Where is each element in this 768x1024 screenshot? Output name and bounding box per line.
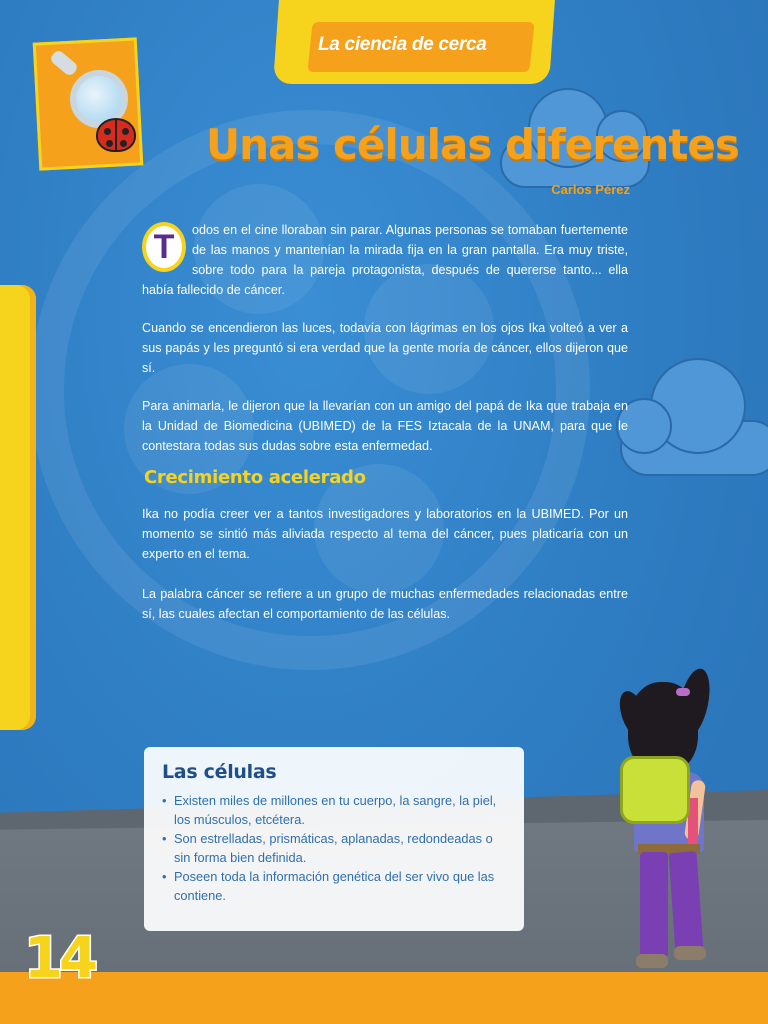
info-box [144, 747, 524, 931]
section-subheading: Crecimiento acelerado [144, 467, 366, 488]
info-box-title: Las células [162, 761, 277, 783]
section-label: La ciencia de cerca [318, 34, 487, 55]
paragraph-5: La palabra cáncer se refiere a un grupo de muchas enfermedades relacionadas entre sí, las cuales afectan el comportamiento de las células. [142, 587, 628, 621]
info-list [162, 791, 508, 905]
page-number: 14 [24, 926, 94, 991]
backpack-icon [620, 756, 690, 824]
article-title: Unas células diferentes [206, 120, 739, 169]
paragraph-1-text: odos en el cine lloraban sin parar. Algunas personas se tomaban fuertemente de las manos y mantenían la mirada fija en la gran pantalla. Era muy triste, sobre todo para la pareja protagonista, después de quererse tanto... ella había fallecido de cáncer. [142, 223, 628, 297]
left-decorative-bar [0, 285, 36, 730]
bottom-strip [0, 972, 768, 1024]
ladybug-icon [96, 118, 136, 152]
paragraph-2: Cuando se encendieron las luces, todavía con lágrimas en los ojos Ika volteó a ver a sus papás y les preguntó si era verdad que la gente moría de cáncer, ellos dijeron que sí. [142, 321, 628, 375]
list-item: • Existen miles de millones en tu cuerpo, la sangre, la piel, los músculos, etcétera. [162, 791, 508, 829]
article-author: Carlos Pérez [551, 182, 630, 197]
list-item: • Son estrelladas, prismáticas, aplanadas, redondeadas o sin forma bien definida. [162, 829, 508, 867]
list-item: • Poseen toda la información genética del ser vivo que las contiene. [162, 867, 508, 905]
paragraph-1 [142, 220, 628, 300]
paragraph-4: Ika no podía creer ver a tantos investigadores y laboratorios en la UBIMED. Por un momento se sintió más aliviada respecto al tema del cáncer, pues platicaría con un experto en el tema. [142, 507, 628, 561]
paragraph-3: Para animarla, le dijeron que la llevarían con un amigo del papá de Ika que trabaja en la Unidad de Biomedicina (UBIMED) de la FES Iztacala de la UNAM, para que le contestara todas sus dudas sobre esta enfermedad. [142, 399, 628, 453]
girl-illustration [600, 668, 720, 973]
drop-cap: T [142, 222, 186, 272]
